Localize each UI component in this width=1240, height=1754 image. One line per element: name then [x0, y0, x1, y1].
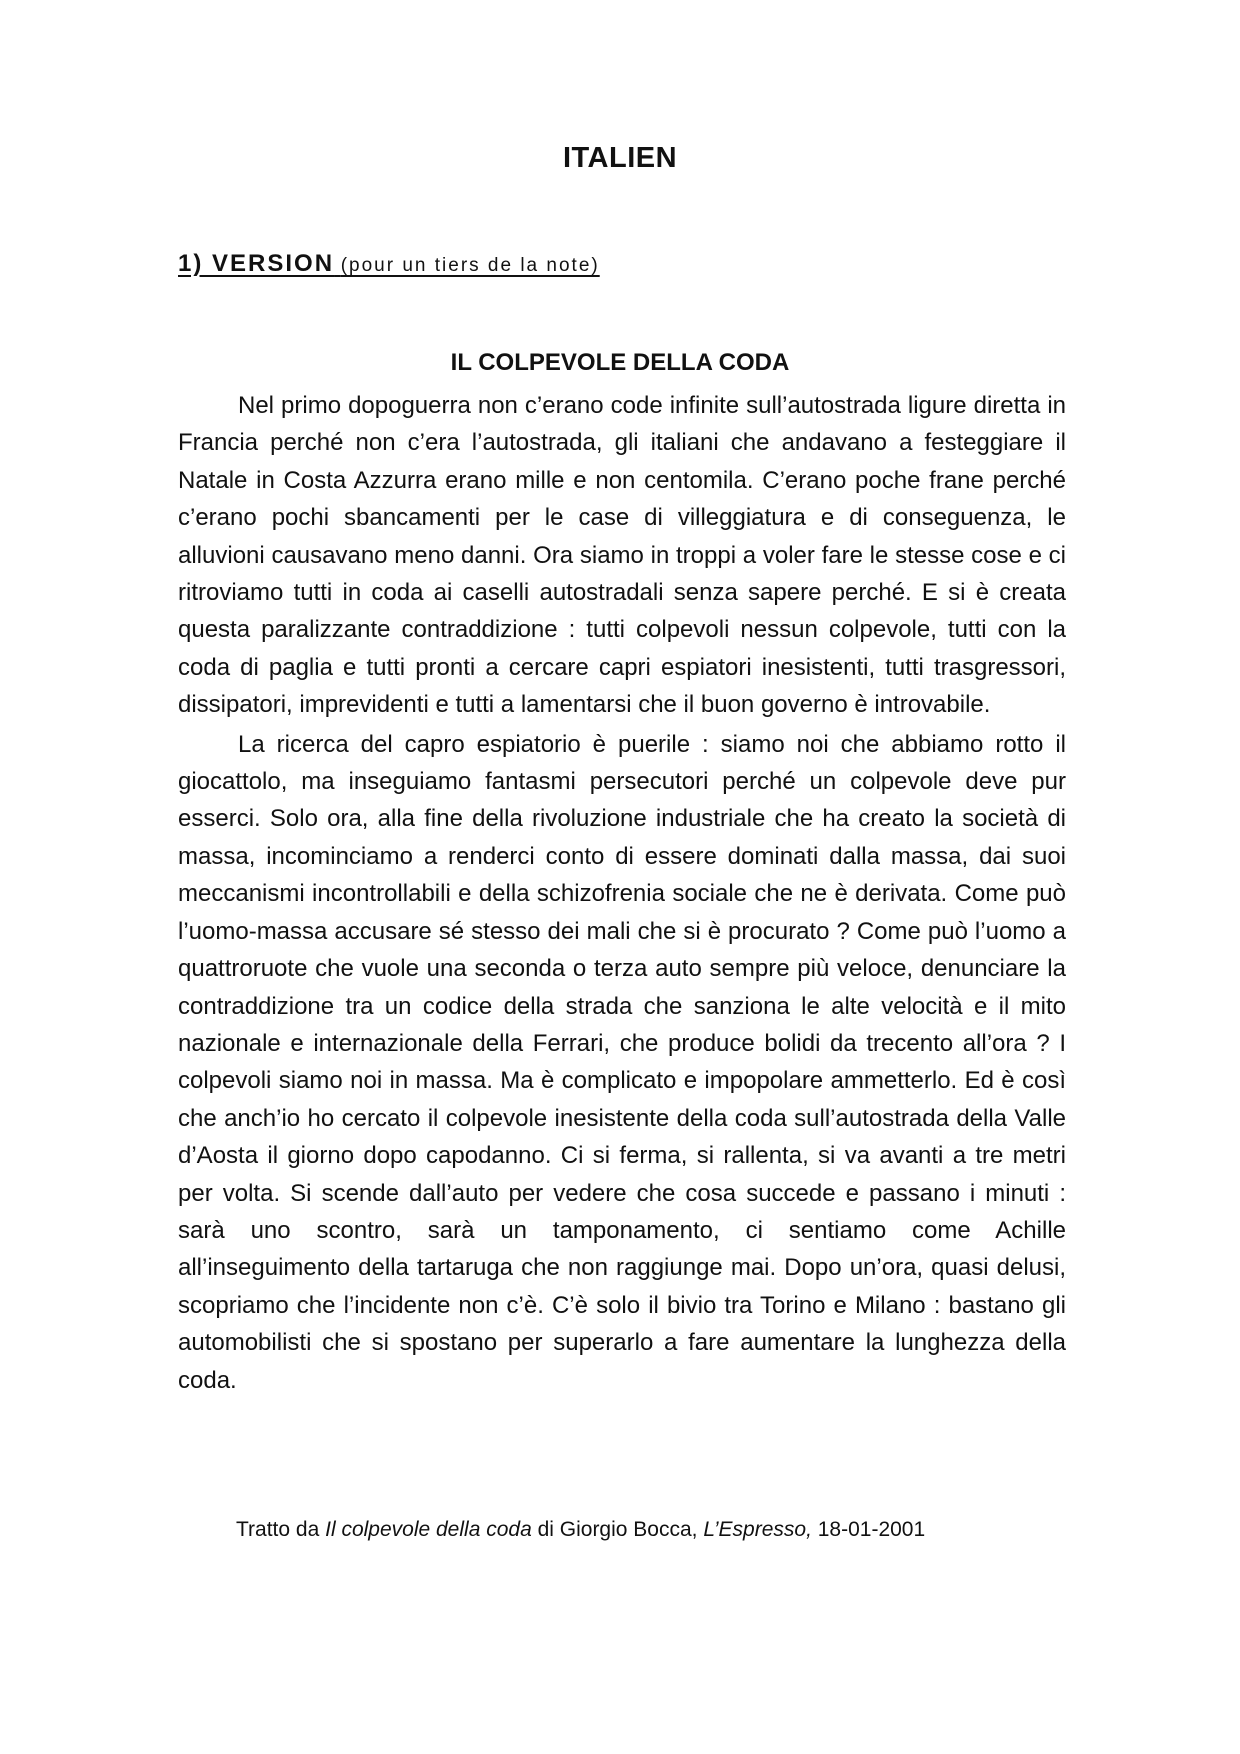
section-note: (pour un tiers de la note): [340, 255, 600, 276]
source-publication: L’Espresso,: [703, 1518, 812, 1541]
paragraph-1: Nel primo dopoguerra non c’erano code infinite sull’autostrada ligure diretta in Francia perché non c’era l’autostrada, gli italiani che andavano a festeggiare il Natale in Costa Azzurra erano mille e non centomila. C’erano poche frane perché c’erano pochi sbancamenti per le case di villeggiatura e di conseguenza, le alluvioni causavano meno danni. Ora siamo in troppi a voler fare le stesse cose e ci ritroviamo tutti in coda ai caselli autostradali senza sapere perché. E si è creata questa paralizzante contraddizione : tutti colpevoli nessun colpevole, tutti con la coda di paglia e tutti pronti a cercare capri espiatori inesistenti, tutti trasgressori, dissipatori, imprevidenti e tutti a lamentarsi che il buon governo è introvabile.: [178, 392, 1066, 719]
body-text: [178, 387, 1066, 1401]
paragraph-2: La ricerca del capro espiatorio è puerile : siamo noi che abbiamo rotto il giocattolo, ma inseguiamo fantasmi persecutori perché un colpevole deve pur esserci. Solo ora, alla fine della rivoluzione industriale che ha creato la società di massa, incominciamo a renderci conto di essere dominati dalla massa, dai suoi meccanismi incontrollabili e della schizofrenia sociale che ne è derivata. Come può l’uomo-massa accusare sé stesso dei mali che si è procurato ? Come può l’uomo a quattroruote che vuole una seconda o terza auto sempre più veloce, denunciare la contraddizione tra un codice della strada che sanziona le alte velocità e il mito nazionale e internazionale della Ferrari, che produce bolidi da trecento all’ora ? I colpevoli siamo noi in massa. Ma è complicato e impopolare ammetterlo. Ed è così che anch’io ho cercato il colpevole inesistente della coda sull’autostrada della Valle d’Aosta il giorno dopo capodanno. Ci si ferma, si rallenta, si va avanti a tre metri per volta. Si scende dall’auto per vedere che cosa succede e passano i minuti : sarà uno scontro, sarà un tamponamento, ci sentiamo come Achille all’inseguimento della tartaruga che non raggiunge mai. Dopo un’ora, quasi delusi, scopriamo che l’incidente non c’è. C’è solo il bivio tra Torino e Milano : bastano gli automobilisti che si spostano per superarlo a fare aumentare la lunghezza della coda.: [178, 730, 1066, 1394]
section-heading: [178, 250, 600, 278]
source-citation: [236, 1518, 925, 1542]
source-prefix: Tratto da: [236, 1518, 326, 1541]
text-title: IL COLPEVOLE DELLA CODA: [450, 349, 790, 376]
section-number-title: 1) VERSION: [178, 250, 335, 277]
source-date: 18-01-2001: [811, 1518, 926, 1541]
page-title: ITALIEN: [562, 142, 678, 174]
source-author: di Giorgio Bocca,: [531, 1518, 704, 1541]
source-work-title: Il colpevole della coda: [325, 1518, 532, 1541]
